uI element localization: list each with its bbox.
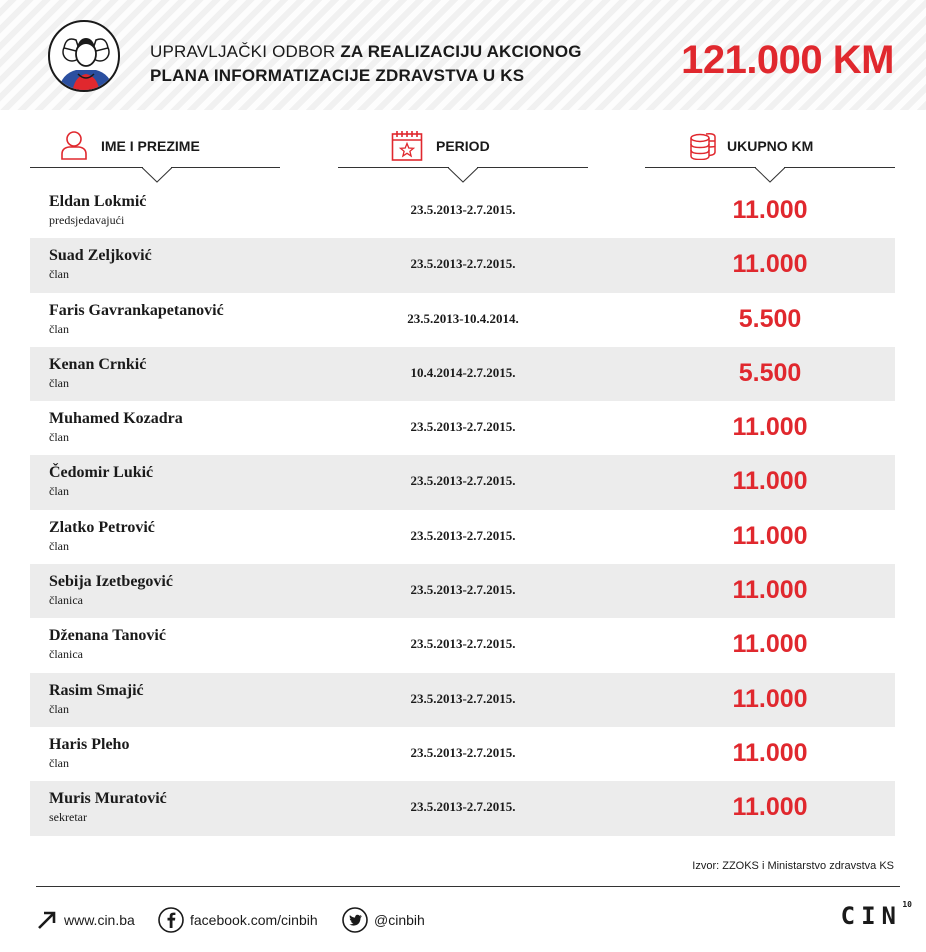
- member-role: članica: [49, 593, 83, 608]
- member-name: Sebija Izetbegović: [49, 573, 173, 591]
- table-row: [30, 401, 895, 455]
- column-label-amount: UKUPNO KM: [727, 138, 814, 154]
- cin-logo: [840, 900, 912, 930]
- column-header-period: [338, 124, 588, 184]
- header-banner: [0, 0, 926, 110]
- member-role: članica: [49, 647, 83, 662]
- caret-down-icon: [142, 167, 172, 183]
- table-row: [30, 781, 895, 835]
- person-icon: [60, 130, 88, 165]
- member-period: 23.5.2013-2.7.2015.: [410, 202, 516, 217]
- twitter-link[interactable]: [342, 906, 425, 934]
- member-role: član: [49, 701, 69, 716]
- member-amount: 11.000: [732, 738, 808, 767]
- member-amount: 11.000: [732, 467, 808, 496]
- table-row: [30, 184, 895, 238]
- avatar: [48, 20, 120, 92]
- twitter-text: @cinbih: [374, 912, 425, 928]
- member-role: predsjedavajući: [49, 213, 125, 227]
- table-row: [30, 618, 895, 672]
- member-name: Zlatko Petrović: [49, 518, 155, 536]
- member-role: član: [49, 430, 69, 445]
- column-header-amount: [645, 124, 895, 184]
- member-amount: 5.500: [738, 358, 802, 387]
- table-row: [30, 727, 895, 781]
- member-period: 23.5.2013-2.7.2015.: [410, 582, 516, 598]
- member-amount: 11.000: [732, 793, 808, 822]
- title-bold-2: PLANA INFORMATIZACIJE ZDRAVSTVA U KS: [150, 66, 525, 85]
- cin-logo-sup: 10: [902, 900, 912, 909]
- table-row: [30, 510, 895, 564]
- member-period: 23.5.2013-2.7.2015.: [410, 799, 516, 815]
- member-role: član: [49, 267, 69, 282]
- footer-divider: [36, 886, 900, 887]
- member-amount: 11.000: [732, 684, 808, 713]
- table-row: [30, 564, 895, 618]
- member-role: član: [49, 484, 69, 499]
- member-amount: 11.000: [732, 576, 808, 605]
- member-name: Kenan Crnkić: [49, 355, 147, 373]
- member-role: član: [49, 375, 69, 390]
- member-period: 23.5.2013-2.7.2015.: [410, 256, 516, 272]
- twitter-icon: [342, 907, 368, 933]
- member-name: Čedomir Lukić: [49, 464, 154, 482]
- coins-icon: [689, 130, 717, 165]
- title-bold-1: ZA REALIZACIJU AKCIONOG: [340, 42, 582, 61]
- caret-down-icon: [448, 167, 478, 183]
- member-amount: 11.000: [732, 630, 808, 659]
- member-name: Dženana Tanović: [49, 627, 166, 645]
- cin-logo-text: CIN: [840, 902, 902, 930]
- member-period: 23.5.2013-2.7.2015.: [410, 636, 516, 652]
- table-row: [30, 238, 895, 292]
- member-name: Faris Gavrankapetanović: [49, 301, 224, 319]
- member-role: sekretar: [49, 810, 87, 825]
- facebook-link[interactable]: [158, 906, 318, 934]
- facebook-icon: [158, 907, 184, 933]
- table-row: [30, 347, 895, 401]
- member-period: 23.5.2013-2.7.2015.: [410, 527, 516, 543]
- facebook-text: facebook.com/cinbih: [190, 912, 318, 928]
- calendar-icon: [391, 130, 423, 167]
- member-role: član: [49, 538, 69, 553]
- member-period: 10.4.2014-2.7.2015.: [410, 364, 516, 380]
- column-header-name: [30, 124, 280, 184]
- member-period: 23.5.2013-10.4.2014.: [407, 310, 519, 326]
- member-period: 23.5.2013-2.7.2015.: [410, 690, 516, 706]
- caret-down-icon: [755, 167, 785, 183]
- member-name: Rasim Smajić: [49, 681, 144, 699]
- member-period: 23.5.2013-2.7.2015.: [410, 473, 516, 489]
- member-amount: 11.000: [732, 250, 808, 279]
- title-light: UPRAVLJAČKI ODBOR: [150, 42, 336, 61]
- table-row: [30, 293, 895, 347]
- people-icon: [50, 22, 120, 92]
- member-name: Haris Pleho: [49, 735, 130, 753]
- member-amount: 11.000: [732, 521, 808, 550]
- member-role: član: [49, 321, 69, 336]
- column-label-period: PERIOD: [436, 138, 490, 154]
- website-link[interactable]: [36, 906, 135, 934]
- table-row: [30, 673, 895, 727]
- source-note: Izvor: ZZOKS i Ministarstvo zdravstva KS: [692, 860, 894, 872]
- member-name: Muhamed Kozadra: [49, 410, 183, 428]
- arrow-up-right-icon: [36, 909, 58, 931]
- member-name: Suad Zeljković: [49, 247, 152, 265]
- members-table: [30, 184, 895, 836]
- member-period: 23.5.2013-2.7.2015.: [410, 419, 516, 435]
- member-amount: 11.000: [732, 413, 808, 442]
- total-amount: 121.000 KM: [681, 38, 894, 82]
- table-row: [30, 455, 895, 509]
- page-title: [150, 40, 620, 88]
- website-text: www.cin.ba: [64, 912, 135, 928]
- member-amount: 11.000: [732, 196, 808, 224]
- member-name: Muris Muratović: [49, 790, 167, 808]
- member-role: član: [49, 755, 69, 770]
- footer: [0, 898, 926, 942]
- member-period: 23.5.2013-2.7.2015.: [410, 744, 516, 760]
- member-amount: 5.500: [738, 304, 802, 333]
- member-name: Eldan Lokmić: [49, 193, 147, 210]
- column-label-name: IME I PREZIME: [101, 138, 200, 154]
